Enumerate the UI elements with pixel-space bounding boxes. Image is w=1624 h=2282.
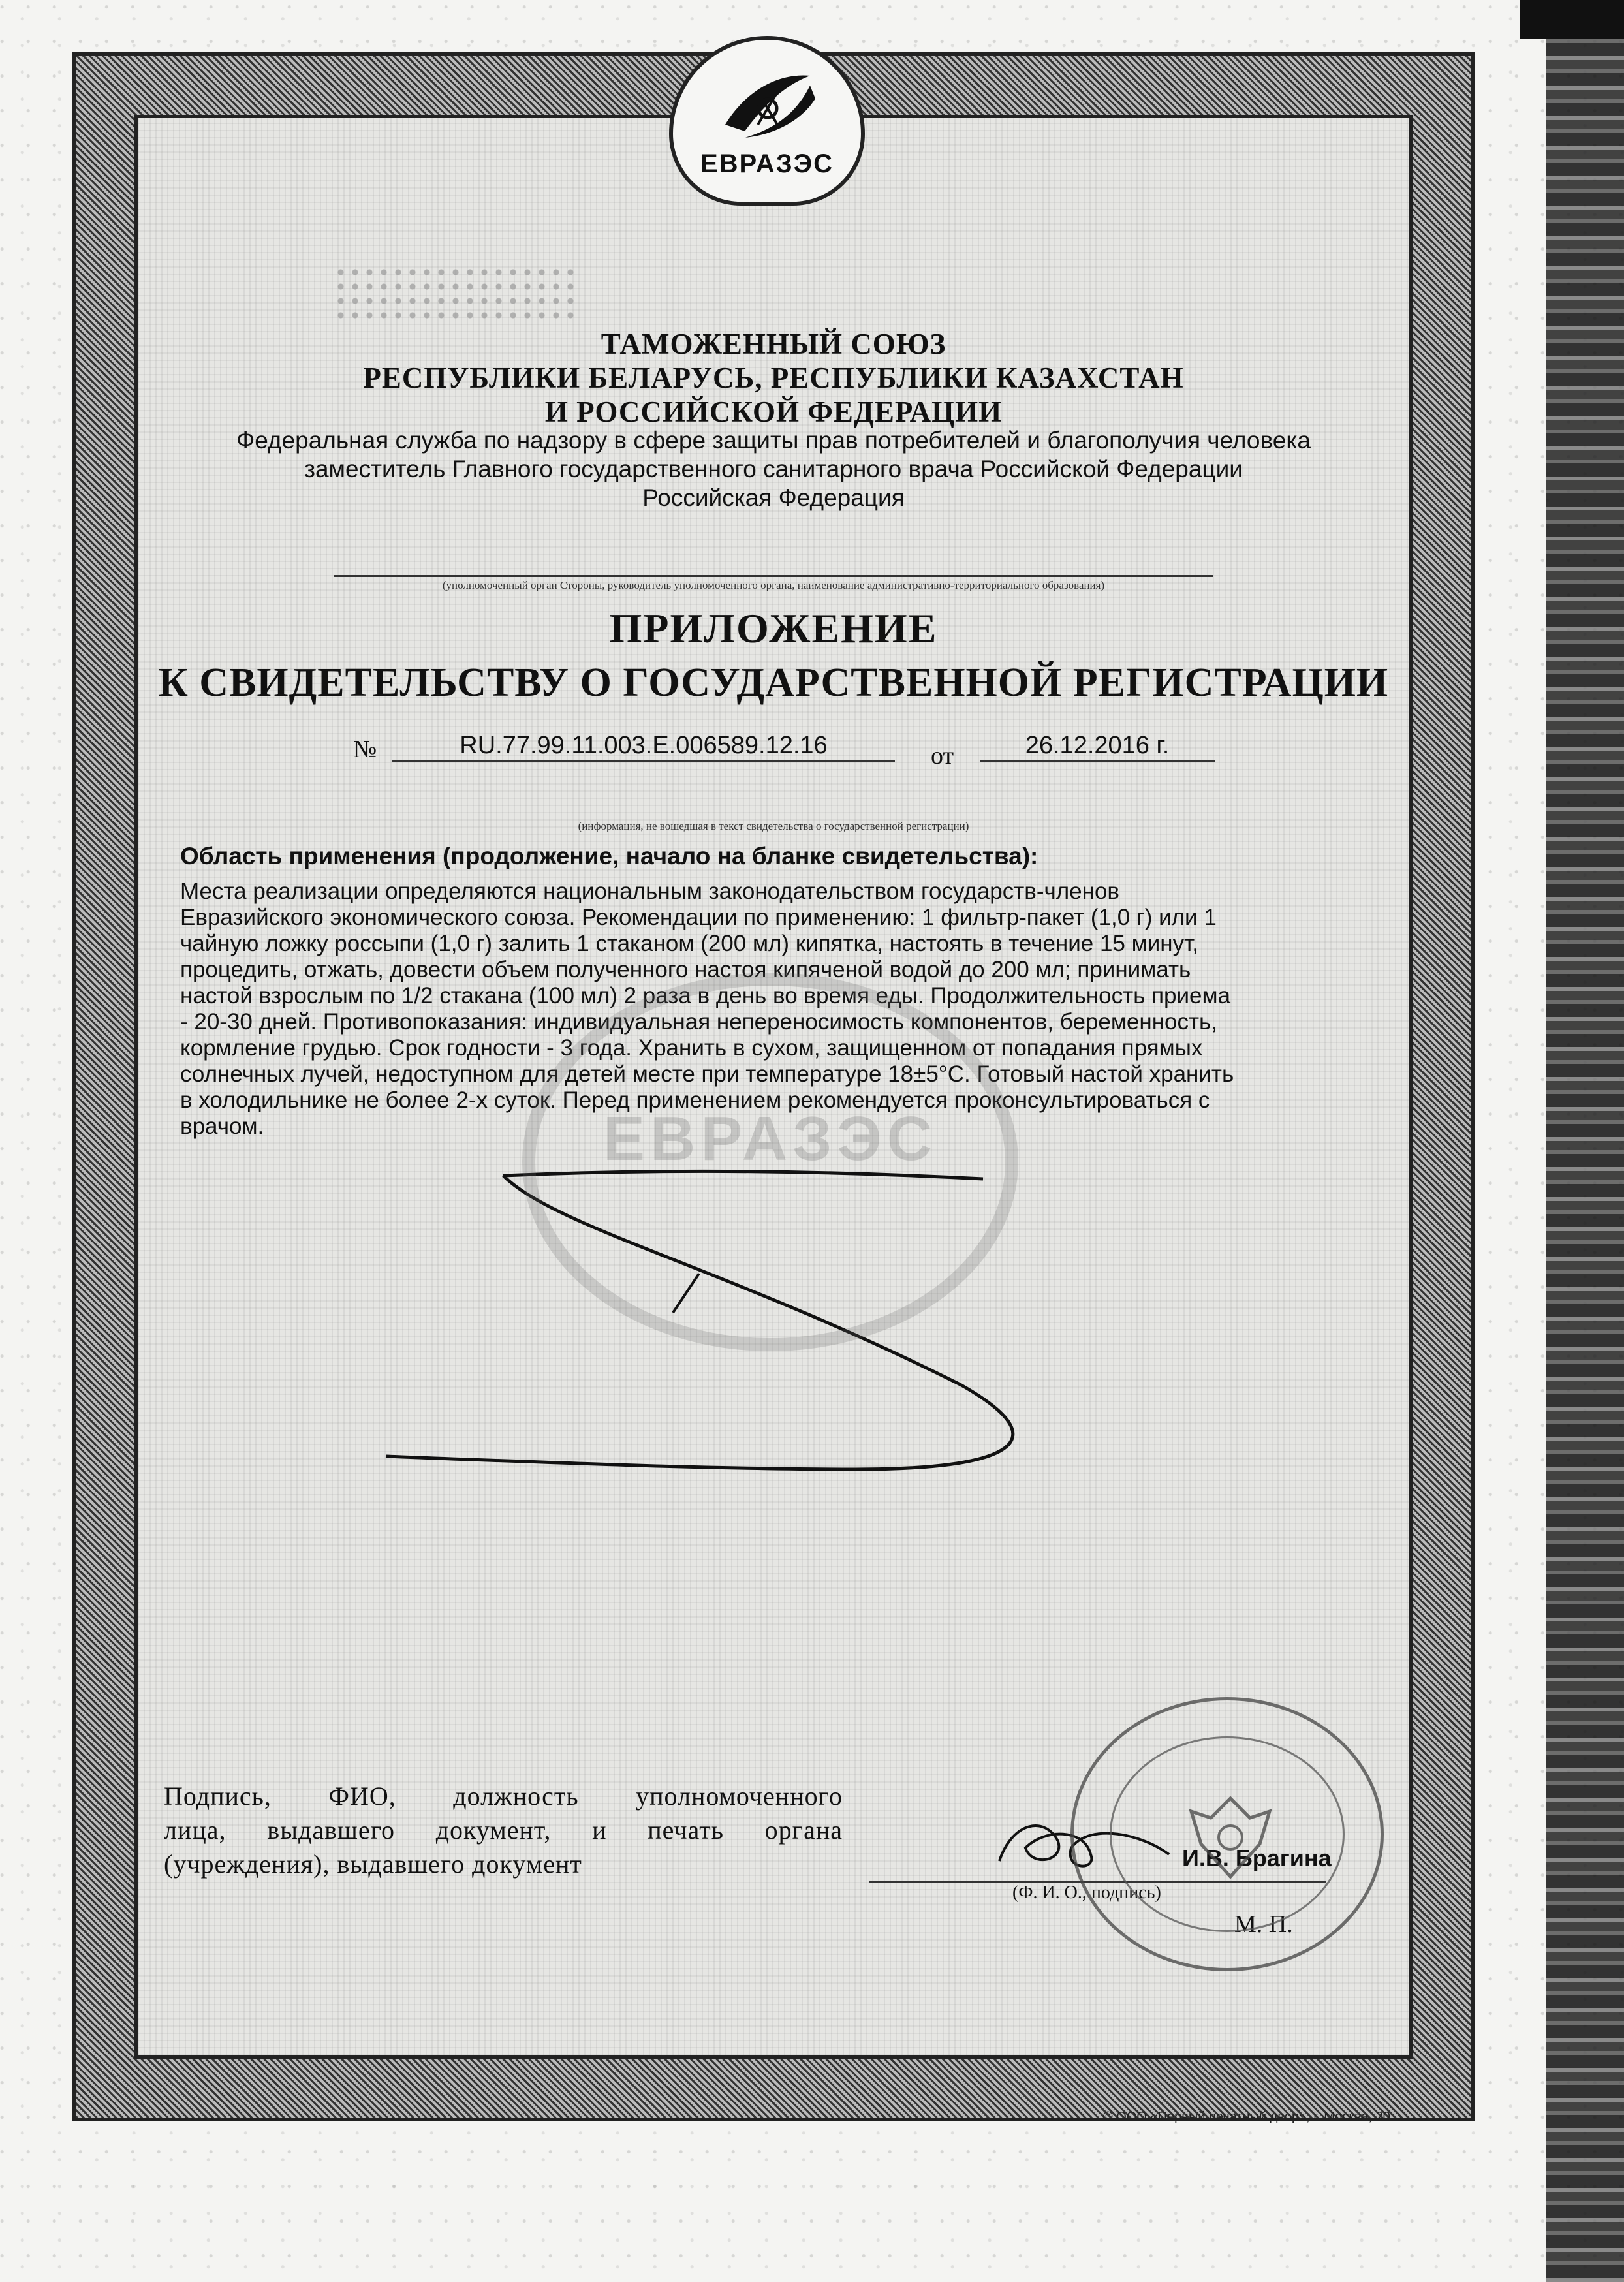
body-line: Места реализации определяются национальным законодательством государств-членов: [180, 879, 1119, 904]
registration-number: RU.77.99.11.003.E.006589.12.16: [392, 732, 895, 762]
body-line: врачом.: [180, 1114, 264, 1139]
scan-edge: [1546, 0, 1624, 2282]
union-line-3: И РОССИЙСКОЙ ФЕДЕРАЦИИ: [544, 396, 1003, 428]
union-line-1: ТАМОЖЕННЫЙ СОЮЗ: [601, 328, 946, 360]
document-title: ПРИЛОЖЕНИЕ: [609, 605, 938, 651]
copyright-note: © ООО «Первый печатный двор», г. Москва, 20: [1103, 2110, 1390, 2124]
body-line: - 20-30 дней. Противопоказания: индивидуальная непереносимость компонентов, беременность,: [180, 1009, 1217, 1035]
org-line-1: Федеральная служба по надзору в сфере защиты прав потребителей и благополучия человека: [236, 427, 1311, 454]
watermark-label: ЕВРАЗЭС: [602, 1104, 938, 1174]
number-prefix: №: [353, 736, 377, 763]
body-line: солнечных лучей, недоступном для детей месте при температуре 18±5°С. Готовый настой хранить: [180, 1061, 1234, 1087]
body-line: процедить, отжать, довести объем полученного настоя кипяченой водой до 200 мл; принимать: [180, 957, 1191, 982]
scan-corner: [1520, 0, 1624, 39]
registration-date: 26.12.2016 г.: [980, 732, 1215, 762]
fio-caption: (Ф. И. О., подпись): [1012, 1883, 1161, 1903]
union-line-2: РЕСПУБЛИКИ БЕЛАРУСЬ, РЕСПУБЛИКИ КАЗАХСТАН: [363, 362, 1184, 394]
coat-of-arms-icon: [1185, 1792, 1276, 1883]
logo-label: ЕВРАЗЭС: [700, 149, 834, 178]
registration-caption: (информация, не вошедшая в текст свидетельства о государственной регистрации): [578, 820, 969, 832]
mp-label: М. П.: [1234, 1911, 1293, 1938]
date-prefix: от: [931, 742, 954, 770]
body-line: Евразийского экономического союза. Рекомендации по применению: 1 фильтр-пакет (1,0 г) или 1: [180, 905, 1217, 930]
watermark: [516, 966, 1025, 1358]
emblem-icon: [719, 66, 817, 144]
document-subtitle: К СВИДЕТЕЛЬСТВУ О ГОСУДАРСТВЕННОЙ РЕГИСТРАЦИИ: [158, 661, 1389, 705]
sig-line-2: лица, выдавшего документ, и печать органа: [164, 1815, 843, 1845]
org-line-3: Российская Федерация: [642, 484, 905, 511]
body-line: настой взрослым по 1/2 стакана (100 мл) 2 раза в день во время еды. Продолжительность приема: [180, 983, 1231, 1008]
signature-caption: [164, 1779, 843, 1881]
org-caption: (уполномоченный орган Стороны, руководитель уполномоченного органа, наименование административно-территориального образования): [442, 579, 1105, 591]
body-line: в холодильнике не более 2-х суток. Перед применением рекомендуется проконсультироваться с: [180, 1087, 1210, 1113]
sig-line-1: Подпись, ФИО, должность уполномоченного: [164, 1781, 843, 1811]
body-line: кормление грудью. Срок годности - 3 года. Хранить в сухом, защищенном от попадания прямых: [180, 1035, 1203, 1061]
official-seal: [1070, 1697, 1384, 1971]
section-title: Область применения (продолжение, начало на бланке свидетельства):: [180, 843, 1038, 869]
org-line-2: заместитель Главного государственного санитарного врача Российской Федерации: [304, 456, 1243, 482]
body-line: чайную ложку россыпи (1,0 г) залить 1 стаканом (200 мл) кипятка, настоять в течение 15 минут,: [180, 931, 1198, 956]
signer-name: И.В. Брагина: [1182, 1845, 1332, 1871]
sig-line-3: (учреждения), выдавшего документ: [164, 1849, 582, 1879]
